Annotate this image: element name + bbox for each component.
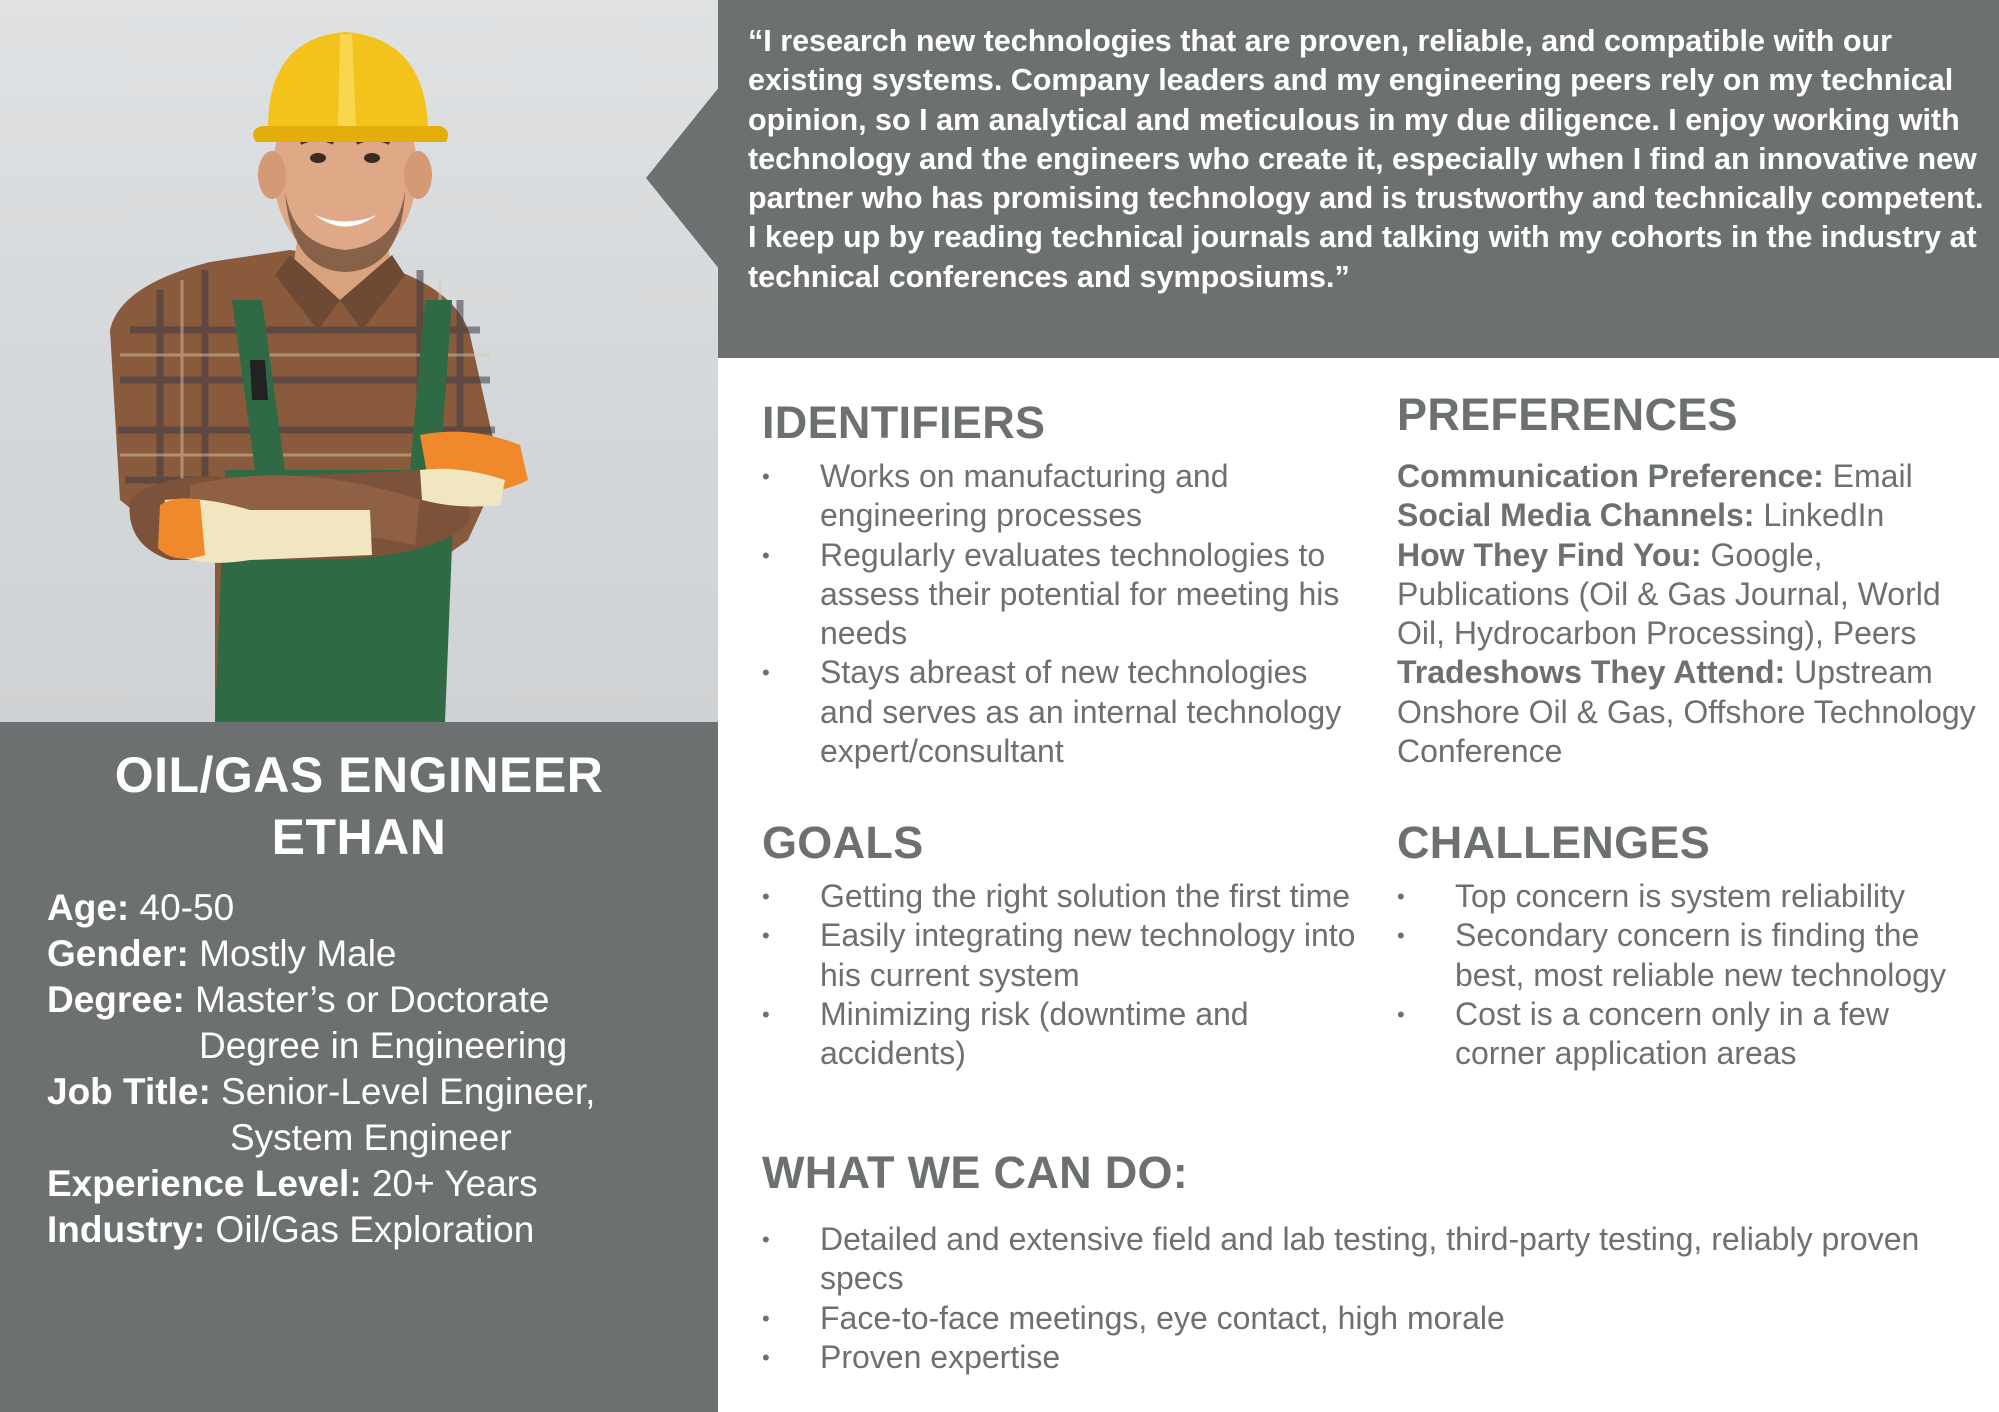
- list-item: [762, 457, 1362, 536]
- section-heading: CHALLENGES: [1397, 817, 1711, 868]
- persona-title: [0, 744, 718, 868]
- bullet-icon: •: [1397, 923, 1405, 949]
- fact-degree: [47, 977, 707, 1069]
- preference-label: Communication Preference:: [1397, 458, 1824, 494]
- what-we-can-do-section: [762, 1146, 1992, 1377]
- item-text: Easily integrating new technology into his current system: [820, 917, 1356, 993]
- item-text: Top concern is system reliability: [1455, 878, 1905, 914]
- item-text: Minimizing risk (downtime and accidents): [820, 995, 1249, 1072]
- preference-value: LinkedIn: [1754, 497, 1885, 534]
- quote-pointer: [646, 86, 720, 270]
- engineer-illustration: [0, 0, 718, 722]
- fact-value: 20+ Years: [361, 1163, 538, 1204]
- fact-value: Mostly Male: [188, 933, 397, 974]
- challenges-section: [1397, 816, 1987, 1073]
- fact-label: Job Title:: [47, 1071, 211, 1112]
- bullet-icon: •: [762, 660, 770, 686]
- fact-label: Degree:: [47, 979, 185, 1020]
- bullet-icon: •: [762, 1001, 770, 1027]
- preference-value: Upstream Onshore Oil & Gas, Offshore Technology Conference: [1397, 654, 1976, 770]
- preferences-section: [1397, 388, 1987, 771]
- preference-label: Tradeshows They Attend:: [1397, 654, 1786, 691]
- list-item: [1397, 916, 1987, 995]
- identifiers-list: [762, 457, 1362, 771]
- item-text: Works on manufacturing and engineering processes: [820, 458, 1229, 534]
- fact-job-title: [47, 1069, 707, 1161]
- challenges-list: [1397, 877, 1987, 1073]
- bullet-icon: •: [762, 1344, 770, 1370]
- goals-section: [762, 816, 1362, 1073]
- persona-facts: [47, 885, 707, 1253]
- list-item: [1397, 877, 1987, 916]
- fact-value-continued: System Engineer: [230, 1117, 512, 1158]
- item-text: Regularly evaluates technologies to assess their potential for meeting his needs: [820, 536, 1340, 652]
- section-heading: WHAT WE CAN DO:: [762, 1147, 1189, 1198]
- item-text: Getting the right solution the first time: [820, 878, 1351, 914]
- fact-value: 40-50: [129, 887, 235, 928]
- fact-label: Industry:: [47, 1209, 206, 1250]
- item-text: Proven expertise: [820, 1338, 1061, 1375]
- section-heading: GOALS: [762, 817, 924, 868]
- fact-value: Oil/Gas Exploration: [205, 1209, 535, 1250]
- bullet-icon: •: [762, 1227, 770, 1252]
- section-heading: PREFERENCES: [1397, 389, 1738, 440]
- persona-name: ETHAN: [271, 809, 447, 865]
- preference-label: Social Media Channels:: [1397, 497, 1755, 534]
- preference-value: Email: [1823, 458, 1913, 494]
- list-item: [1397, 995, 1987, 1074]
- fact-industry: [47, 1207, 707, 1253]
- list-item: [762, 653, 1362, 771]
- preference-item: [1397, 496, 1987, 535]
- fact-gender: [47, 931, 707, 977]
- item-text: Face-to-face meetings, eye contact, high morale: [820, 1299, 1505, 1336]
- list-item: [762, 1220, 1992, 1299]
- persona-quote: “I research new technologies that are proven, reliable, and compatible with our existing systems. Company leaders and my engineering peers rely on my technical opinion, so I am analytical and meticulous in my due diligence. I enjoy working with technology and the engineers who create it, especially when I find an innovative new partner who has promising technology and is trustworthy and technically competent. I keep up by reading technical journals and talking with my cohorts in the industry at technical conferences and symposiums.”: [748, 24, 1984, 294]
- preference-label: How They Find You:: [1397, 536, 1702, 573]
- item-text: Detailed and extensive field and lab testing, third-party testing, reliably proven specs: [820, 1221, 1920, 1297]
- persona-profile-panel: [0, 722, 718, 1412]
- preference-item: [1397, 536, 1987, 654]
- list-item: [762, 1299, 1992, 1338]
- bullet-icon: •: [762, 884, 770, 909]
- bullet-icon: •: [762, 542, 770, 568]
- preference-value: Google, Publications (Oil & Gas Journal, World Oil, Hydrocarbon Processing), Peers: [1397, 536, 1941, 652]
- fact-label: Gender:: [47, 933, 189, 974]
- goals-list: [762, 877, 1362, 1073]
- identifiers-section: [762, 396, 1362, 771]
- list-item: [762, 536, 1362, 654]
- bullet-icon: •: [1397, 1001, 1405, 1027]
- list-item: [762, 916, 1362, 995]
- bullet-icon: •: [762, 923, 770, 949]
- list-item: [762, 995, 1362, 1074]
- item-text: Stays abreast of new technologies and serves as an internal technology expert/consultant: [820, 654, 1342, 770]
- preference-item: [1397, 653, 1987, 771]
- list-item: [762, 877, 1362, 916]
- item-text: Cost is a concern only in a few corner application areas: [1455, 995, 1889, 1072]
- bullet-icon: •: [762, 1305, 770, 1331]
- fact-label: Age:: [47, 887, 130, 928]
- fact-value: Master’s or Doctorate: [184, 979, 550, 1020]
- item-text: Secondary concern is finding the best, most reliable new technology: [1455, 917, 1946, 993]
- section-heading: IDENTIFIERS: [762, 397, 1046, 448]
- list-item: [762, 1338, 1992, 1377]
- preference-item: [1397, 457, 1987, 496]
- what-we-can-do-list: [762, 1220, 1992, 1377]
- fact-value-continued: Degree in Engineering: [199, 1025, 568, 1066]
- fact-age: [47, 885, 707, 931]
- bullet-icon: •: [762, 464, 770, 489]
- fact-value: Senior-Level Engineer,: [210, 1071, 596, 1112]
- fact-experience-level: [47, 1161, 707, 1207]
- bullet-icon: •: [1397, 884, 1405, 909]
- persona-photo: [0, 0, 718, 722]
- persona-role: OIL/GAS ENGINEER: [114, 747, 604, 803]
- fact-label: Experience Level:: [47, 1163, 362, 1204]
- preferences-list: [1397, 457, 1987, 771]
